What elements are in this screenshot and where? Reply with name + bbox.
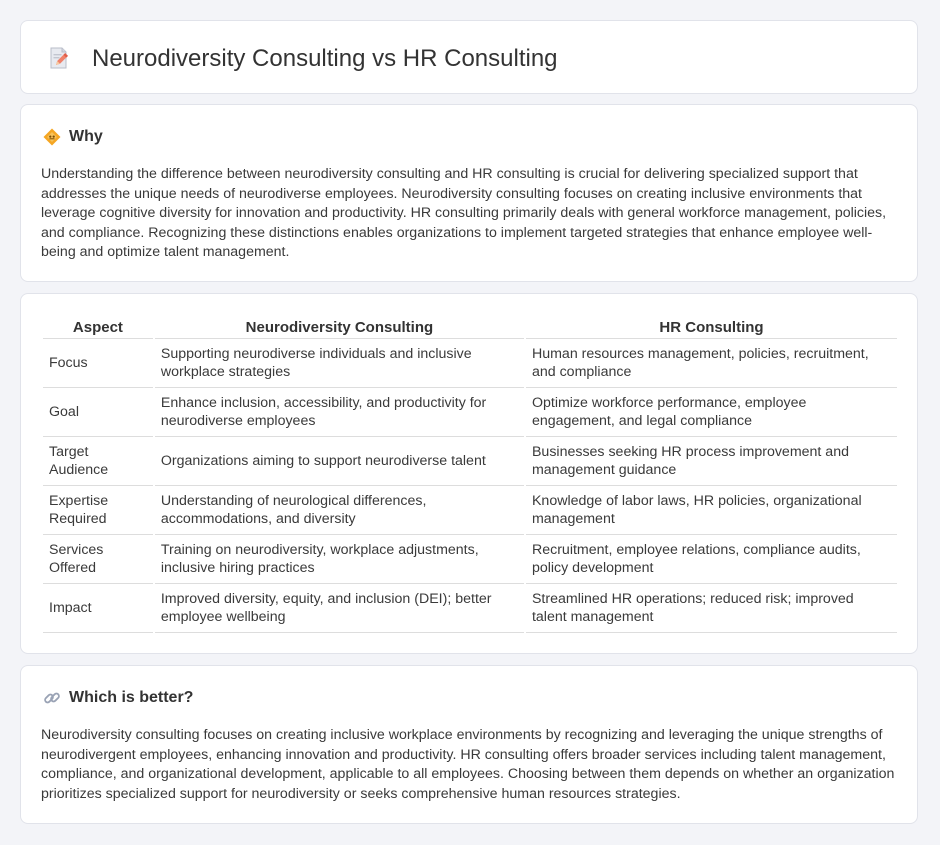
table-row bbox=[43, 437, 897, 486]
why-text: Understanding the difference between neurodiversity consulting and HR consulting is crucial for delivering specialized support that addresses the unique needs of neurodiverse employees. Neurodiversity consulting focuses on creating inclusive environments that leverage cognitive diversity for innovation and productivity. HR consulting primarily deals with general workforce management, policies, and compliance. Recognizing these distinctions enables organizations to implement targeted strategies that enhance employee well-being and optimize talent management. bbox=[41, 166, 887, 260]
row-hr-value: Recruitment, employee relations, compliance audits, policy development bbox=[526, 535, 897, 584]
better-text: Neurodiversity consulting focuses on creating inclusive workplace environments by recognizing and leveraging the unique strengths of neurodivergent employees, enhancing innovation and productivity. HR consulting offers broader services including talent management, compliance, and organizational development, applicable to all employees. Choosing between them depends on whether an organization prioritizes specialized support for neurodiversity or seeks comprehensive human resources strategies. bbox=[41, 727, 895, 802]
link-icon bbox=[43, 689, 61, 707]
why-section bbox=[20, 104, 918, 282]
comparison-section bbox=[20, 293, 918, 654]
why-heading: Why bbox=[69, 128, 103, 145]
page-title: Neurodiversity Consulting vs HR Consulting bbox=[92, 45, 558, 72]
better-heading-row bbox=[43, 687, 193, 709]
row-aspect: Expertise Required bbox=[43, 486, 153, 535]
row-neurodiversity-value: Understanding of neurological differences, accommodations, and diversity bbox=[155, 486, 524, 535]
table-row bbox=[43, 535, 897, 584]
row-hr-value: Businesses seeking HR process improvement and management guidance bbox=[526, 437, 897, 486]
table-row bbox=[43, 584, 897, 633]
row-aspect: Focus bbox=[43, 339, 153, 388]
row-neurodiversity-value: Improved diversity, equity, and inclusion (DEI); better employee wellbeing bbox=[155, 584, 524, 633]
column-header-hr: HR Consulting bbox=[526, 316, 897, 339]
why-heading-row bbox=[43, 126, 103, 148]
table-row bbox=[43, 339, 897, 388]
row-aspect: Impact bbox=[43, 584, 153, 633]
row-hr-value: Human resources management, policies, recruitment, and compliance bbox=[526, 339, 897, 388]
row-hr-value: Knowledge of labor laws, HR policies, organizational management bbox=[526, 486, 897, 535]
row-aspect: Goal bbox=[43, 388, 153, 437]
table-row bbox=[43, 486, 897, 535]
table-header-row bbox=[43, 316, 897, 339]
row-neurodiversity-value: Organizations aiming to support neurodiverse talent bbox=[155, 437, 524, 486]
row-aspect: Target Audience bbox=[43, 437, 153, 486]
title-card bbox=[20, 20, 918, 94]
column-header-aspect: Aspect bbox=[43, 316, 153, 339]
document-pencil-icon bbox=[47, 46, 71, 70]
row-aspect: Services Offered bbox=[43, 535, 153, 584]
column-header-neurodiversity: Neurodiversity Consulting bbox=[155, 316, 524, 339]
row-neurodiversity-value: Enhance inclusion, accessibility, and productivity for neurodiverse employees bbox=[155, 388, 524, 437]
row-neurodiversity-value: Training on neurodiversity, workplace adjustments, inclusive hiring practices bbox=[155, 535, 524, 584]
table-row bbox=[43, 388, 897, 437]
diamond-sign-icon bbox=[43, 128, 61, 146]
row-hr-value: Optimize workforce performance, employee engagement, and legal compliance bbox=[526, 388, 897, 437]
row-neurodiversity-value: Supporting neurodiverse individuals and inclusive workplace strategies bbox=[155, 339, 524, 388]
which-is-better-section bbox=[20, 665, 918, 824]
better-heading: Which is better? bbox=[69, 689, 194, 706]
row-hr-value: Streamlined HR operations; reduced risk; improved talent management bbox=[526, 584, 897, 633]
comparison-table bbox=[41, 316, 899, 633]
